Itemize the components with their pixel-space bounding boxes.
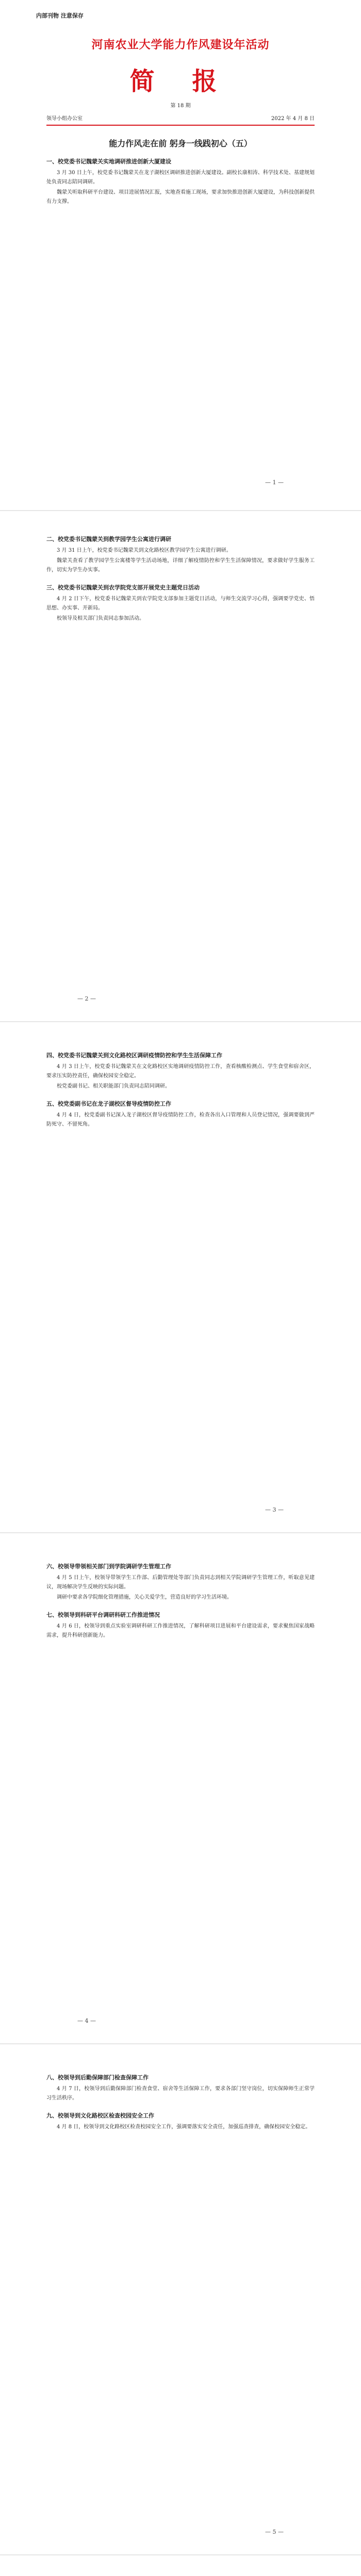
section (46, 1099, 315, 1129)
section (46, 583, 315, 623)
page-number: — 5 — (265, 2529, 284, 2535)
section-paragraph: 4 月 4 日，校党委副书记深入龙子湖校区督导疫情防控工作，检查各出入口管理和人员登记情况，强调要做到严防死守、不留死角。 (46, 1112, 315, 1127)
section (46, 1051, 315, 1091)
section-paragraph: 4 月 5 日上午，校领导带领学生工作部、后勤管理处等部门负责同志到相关学院调研学生管理工作，听取意见建议，现场解决学生反映的实际问题。 (46, 1575, 315, 1590)
issue-meta (46, 114, 315, 122)
section-title: 四、校党委书记魏蒙关到文化路校区调研疫情防控和学生生活保障工作 (46, 1052, 222, 1059)
section-title: 五、校党委副书记在龙子湖校区督导疫情防控工作 (46, 1100, 171, 1107)
section (46, 157, 315, 207)
section-paragraph: 调研中要求各学院细化管理措施，关心关爱学生，营造良好的学习生活环境。 (57, 1595, 232, 1600)
page-5 (0, 2044, 361, 2554)
page-number: — 4 — (77, 2018, 96, 2024)
page-number: — 3 — (265, 1506, 284, 1513)
section-paragraph: 校党委副书记、相关职能部门负责同志陪同调研。 (57, 1083, 170, 1089)
page-number: — 1 — (265, 479, 284, 486)
issue-number: 第 18 期 (170, 103, 191, 109)
issue-date: 2022 年 4 月 8 日 (271, 116, 315, 122)
issuer: 领导小组办公室 (46, 116, 83, 122)
section-paragraph: 魏蒙关听取科研平台建设、项目进展情况汇报，实地查看施工现场，要求加快推进创新大厦建设，为科技创新提供有力支撑。 (46, 190, 315, 205)
section-title: 三、校党委书记魏蒙关到农学院党支部开展党史主题党日活动 (46, 584, 200, 591)
section (46, 1562, 315, 1602)
section-paragraph: 4 月 7 日，校领导到后勤保障部门检查食堂、宿舍等生活保障工作，要求各部门坚守岗位，切实保障师生正常学习生活秩序。 (46, 2086, 315, 2101)
section (46, 535, 315, 575)
red-rule (46, 125, 315, 126)
section-title: 一、校党委书记魏蒙关实地调研推进创新大厦建设 (46, 158, 171, 165)
banner-title: 河南农业大学能力作风建设年活动 (91, 38, 270, 52)
section-paragraph: 3 月 30 日上午，校党委书记魏蒙关在龙子湖校区调研推进创新大厦建设。副校长康相涛、科学技术处、基建规划处负责同志陪同调研。 (46, 170, 315, 185)
page-1 (0, 0, 361, 510)
section (46, 2073, 315, 2103)
section-paragraph: 3 月 31 日上午，校党委书记魏蒙关到文化路校区教学园学生公寓进行调研。 (57, 548, 232, 553)
main-title: 能力作风走在前 躬身一线践初心（五） (109, 139, 252, 148)
section-title: 八、校领导到后勤保障部门检查保障工作 (46, 2074, 149, 2081)
section (46, 2111, 315, 2132)
page-4 (0, 1533, 361, 2043)
page-6 (0, 2555, 361, 2576)
section-title: 七、校领导到科研平台调研科研工作推进情况 (46, 1612, 160, 1618)
section-title: 二、校党委书记魏蒙关到教学园学生公寓进行调研 (46, 536, 171, 543)
page-3 (0, 1022, 361, 1532)
section-paragraph: 4 月 3 日上午，校党委书记魏蒙关在文化路校区实地调研疫情防控工作，查看核酸检测点、学生食堂和宿舍区，要求压实防控责任，确保校园安全稳定。 (46, 1064, 315, 1079)
section-paragraph: 4 月 2 日下午，校党委书记魏蒙关到农学院党支部参加主题党日活动，与师生交流学习心得，强调要学党史、悟思想、办实事、开新局。 (46, 596, 315, 611)
section-paragraph: 魏蒙关查看了教学园学生公寓楼等学生活动场地，详细了解疫情防控和学生生活保障情况，要求做好学生服务工作，切实为学生办实事。 (46, 558, 315, 573)
brief-title: 简 报 (129, 67, 232, 96)
classification-label: 内部刊物 注意保存 (36, 12, 84, 19)
page-number: — 2 — (77, 995, 96, 1002)
section (46, 1611, 315, 1640)
section-title: 九、校领导到文化路校区检查校园安全工作 (46, 2112, 154, 2119)
section-paragraph: 4 月 8 日，校领导到文化路校区检查校园安全工作，强调要落实安全责任，加强巡查排查，确保校园安全稳定。 (57, 2124, 311, 2130)
section-paragraph: 校领导及相关部门负责同志参加活动。 (57, 616, 144, 621)
section-title: 六、校领导带领相关部门到学院调研学生管理工作 (46, 1563, 171, 1570)
page-2 (0, 511, 361, 1021)
section-paragraph: 4 月 6 日，校领导到重点实验室调研科研工作推进情况，了解科研项目进展和平台建设需求，要求聚焦国家战略需求，提升科研创新能力。 (46, 1623, 315, 1638)
